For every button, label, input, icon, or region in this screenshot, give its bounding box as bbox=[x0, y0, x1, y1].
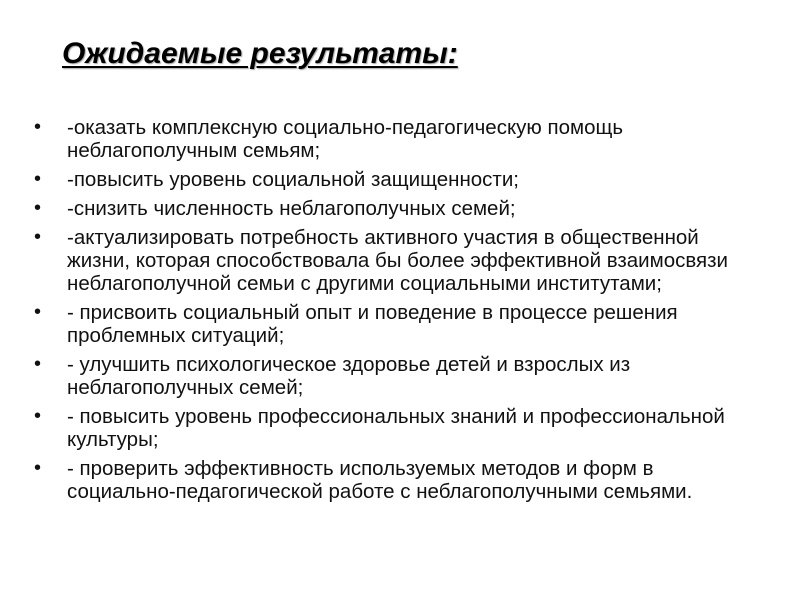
bullet-icon: • bbox=[34, 353, 42, 375]
list-item bbox=[34, 116, 754, 162]
list-item-text: - повысить уровень профессиональных знаний и профессиональной культуры; bbox=[67, 405, 725, 451]
list-item-text: - присвоить социальный опыт и поведение в процессе решения проблемных ситуаций; bbox=[67, 301, 678, 347]
bullet-icon: • bbox=[34, 405, 42, 427]
bullet-icon: • bbox=[34, 226, 42, 248]
bullet-icon: • bbox=[34, 457, 42, 479]
bullet-icon: • bbox=[34, 301, 42, 323]
list-item bbox=[34, 457, 754, 503]
bullet-icon: • bbox=[34, 197, 42, 219]
list-item-text: -оказать комплексную социально-педагогическую помощь неблагополучным семьям; bbox=[67, 116, 624, 162]
list-item bbox=[34, 197, 754, 220]
expected-results-list bbox=[34, 116, 754, 509]
list-item-text: - проверить эффективность используемых методов и форм в социально-педагогической работе с неблагополучными семьями. bbox=[67, 457, 693, 503]
list-item bbox=[34, 405, 754, 451]
list-item bbox=[34, 353, 754, 399]
list-item bbox=[34, 168, 754, 191]
bullet-icon: • bbox=[34, 168, 42, 190]
list-item-text: - улучшить психологическое здоровье детей и взрослых из неблагополучных семей; bbox=[67, 353, 631, 399]
list-item-text: -повысить уровень социальной защищенности; bbox=[67, 168, 519, 191]
slide-title: Ожидаемые результаты: bbox=[62, 37, 458, 70]
list-item bbox=[34, 226, 754, 295]
bullet-icon: • bbox=[34, 116, 42, 138]
list-item bbox=[34, 301, 754, 347]
list-item-text: -снизить численность неблагополучных семей; bbox=[67, 197, 516, 220]
list-item-text: -актуализировать потребность активного участия в общественной жизни, которая способствовала бы более эффективной взаимосвязи неблагополучной семьи с другими социальными институтами; bbox=[67, 226, 728, 295]
